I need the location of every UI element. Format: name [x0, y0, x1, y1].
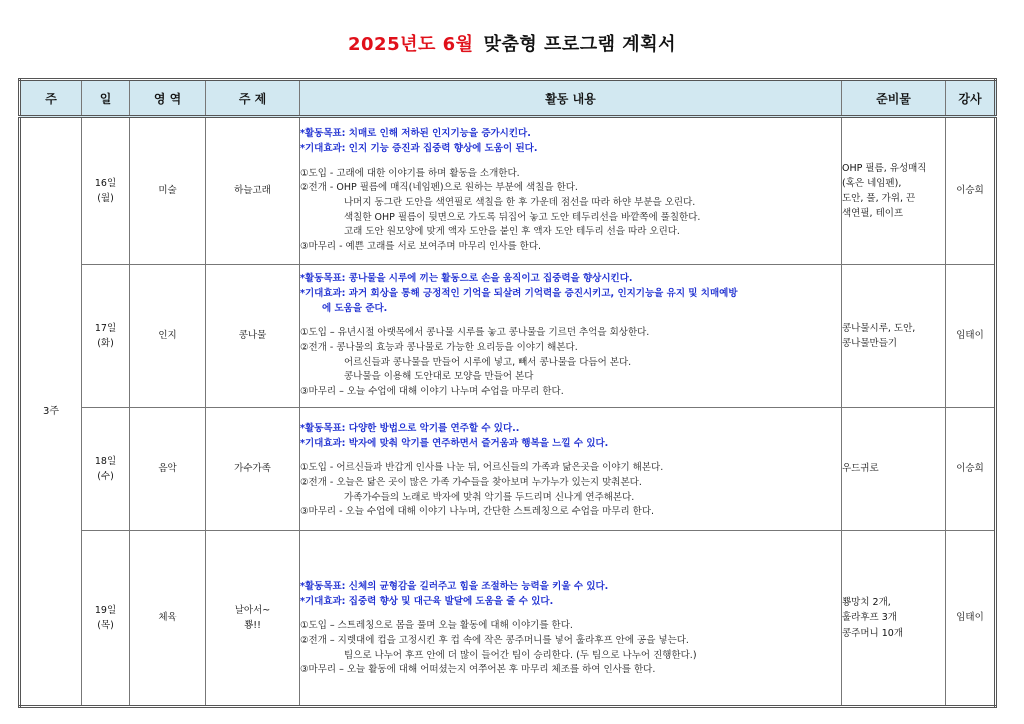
title-year-month: 2025년도 6월 — [348, 34, 474, 55]
expected-effect: *기대효과: 과거 회상을 통해 긍정적인 기억을 되살려 기억력을 증진시키고, 인지기능을 유지 및 치매예방 — [300, 287, 738, 299]
expected-effect: 에 도움을 준다. — [322, 302, 388, 314]
activity-step: ③마무리 - 오늘 수업에 대해 이야기 나누며, 간단한 스트레칭으로 수업을 마무리 한다. — [300, 506, 655, 518]
day-cell — [82, 117, 130, 265]
plan-body — [20, 117, 996, 707]
spacer — [300, 157, 841, 167]
activity-step: ①도입 – 스트레칭으로 몸을 풀며 오늘 활동에 대해 이야기를 한다. — [300, 620, 573, 632]
day-number: 16일 — [94, 177, 117, 189]
activity-step: 가족가수들의 노래로 박자에 맞춰 악기를 두드리며 신나게 연주해본다. — [344, 491, 635, 503]
area-cell: 체육 — [130, 531, 206, 707]
material-line: (혹은 네임펜), — [842, 177, 902, 189]
table-row — [20, 531, 996, 707]
header-row — [20, 80, 996, 117]
topic-cell — [206, 531, 300, 707]
title-rest: 맞춤형 프로그램 계획서 — [483, 34, 676, 55]
spacer — [300, 451, 841, 461]
spacer — [300, 609, 841, 619]
activity-step: ③마무리 – 오늘 활동에 대해 어떠셨는지 여쭈어본 후 마무리 체조를 하여 인사를 한다. — [300, 664, 656, 676]
day-weekday: (수) — [97, 471, 114, 482]
activity-step: ②전개 – 지렛대에 컵을 고정시킨 후 컵 속에 작은 콩주머니를 넣어 훌라후프 안에 공을 넣는다. — [300, 635, 689, 646]
activity-step: 나머지 동그란 도안을 색연필로 색칠을 한 후 가운데 점선을 따라 하얀 부분을 오린다. — [344, 197, 696, 208]
activity-step: 팀으로 나누어 후프 안에 더 많이 들어간 팀이 승리한다. (두 팀으로 나누어 진행한다.) — [344, 649, 697, 661]
header-content: 활동 내용 — [300, 80, 842, 117]
topic-cell — [206, 265, 300, 408]
week-cell: 3주 — [20, 117, 82, 707]
material-line: 우드귀로 — [842, 463, 879, 475]
material-line: 색연필, 테이프 — [842, 208, 904, 220]
header-week: 주 — [20, 80, 82, 117]
activity-cell — [300, 265, 842, 408]
header-materials: 준비물 — [842, 80, 946, 117]
activity-step: 어르신들과 콩나물을 만들어 시루에 넣고, 빼서 콩나물을 다듬어 본다. — [344, 356, 632, 368]
table-row — [20, 408, 996, 531]
activity-cell — [300, 117, 842, 265]
day-number: 17일 — [94, 322, 117, 334]
program-plan-table — [18, 78, 997, 708]
material-line: 콩주머니 10개 — [842, 627, 903, 639]
activity-goal: *활동목표: 다양한 방법으로 악기를 연주할 수 있다.. — [300, 422, 520, 434]
activity-step: ③마무리 – 오늘 수업에 대해 이야기 나누며 수업을 마무리 한다. — [300, 386, 564, 398]
topic-line: 가수가족 — [234, 463, 271, 475]
material-line: 콩나물만들기 — [842, 338, 898, 349]
header-instructor: 강사 — [946, 80, 996, 117]
activity-step: ①도입 – 유년시절 아랫목에서 콩나물 시루를 놓고 콩나물을 기르던 추억을 회상한다. — [300, 327, 650, 339]
materials-cell — [842, 117, 946, 265]
instructor-cell: 이승희 — [946, 408, 996, 531]
area-cell: 음악 — [130, 408, 206, 531]
activity-step: ①도입 - 어르신들과 반갑게 인사를 나눈 뒤, 어르신들의 가족과 닮은곳을 이야기 해본다. — [300, 462, 664, 474]
area-cell: 미술 — [130, 117, 206, 265]
topic-cell — [206, 117, 300, 265]
topic-line: 날아서~ — [234, 604, 271, 616]
instructor-cell: 이승희 — [946, 117, 996, 265]
activity-cell — [300, 408, 842, 531]
header-topic: 주 제 — [206, 80, 300, 117]
activity-goal: *활동목표: 콩나물을 시루에 끼는 활동으로 손을 움직이고 집중력을 향상시킨다. — [300, 273, 633, 285]
activity-step: ②전개 - 콩나물의 효능과 콩나물로 가능한 요리등을 이야기 해본다. — [300, 342, 578, 353]
day-weekday: (화) — [97, 338, 114, 349]
spacer — [300, 316, 841, 326]
day-cell — [82, 408, 130, 531]
material-line: 콩나물시루, 도안, — [842, 322, 916, 334]
day-number: 18일 — [94, 455, 117, 467]
expected-effect: *기대효과: 인지 기능 증진과 집중력 향상에 도움이 된다. — [300, 142, 538, 154]
instructor-cell: 임태이 — [946, 531, 996, 707]
day-weekday: (월) — [97, 193, 114, 204]
page-title — [0, 30, 1024, 56]
topic-line: 하늘고래 — [234, 185, 271, 197]
activity-step: ②전개 - OHP 필름에 매직(네임펜)으로 원하는 부분에 색칠을 한다. — [300, 182, 578, 194]
activity-step: 콩나물을 이용해 도안대로 모양을 만들어 본다 — [344, 371, 534, 383]
activity-goal: *활동목표: 치매로 인해 저하된 인지기능을 증가시킨다. — [300, 128, 531, 140]
instructor-cell: 임태이 — [946, 265, 996, 408]
table-row — [20, 265, 996, 408]
expected-effect: *기대효과: 박자에 맞춰 악기를 연주하면서 즐거움과 행복을 느낄 수 있다. — [300, 437, 609, 449]
materials-cell — [842, 531, 946, 707]
topic-line: 뿅!! — [244, 620, 261, 631]
area-cell: 인지 — [130, 265, 206, 408]
materials-cell — [842, 408, 946, 531]
material-line: 도안, 풀, 가위, 끈 — [842, 193, 916, 204]
activity-step: ②전개 - 오늘은 닮은 곳이 많은 가족 가수들을 찾아보며 누가누가 있는지 맞춰본다. — [300, 477, 642, 488]
expected-effect: *기대효과: 집중력 향상 및 대근육 발달에 도움을 줄 수 있다. — [300, 595, 554, 607]
header-area: 영 역 — [130, 80, 206, 117]
activity-step: 고래 도안 원모양에 맞게 액자 도안을 붙인 후 액자 도안 테두리 선을 따라 오린다. — [344, 226, 680, 238]
header-day: 일 — [82, 80, 130, 117]
material-line: 뿅망치 2개, — [842, 597, 891, 609]
table-row — [20, 117, 996, 265]
activity-step: ③마무리 - 예쁜 고래를 서로 보여주며 마무리 인사를 한다. — [300, 241, 542, 253]
day-cell — [82, 531, 130, 707]
day-cell — [82, 265, 130, 408]
material-line: OHP 필름, 유성매직 — [842, 162, 927, 174]
materials-cell — [842, 265, 946, 408]
topic-cell — [206, 408, 300, 531]
activity-goal: *활동목표: 신체의 균형감을 길러주고 힘을 조절하는 능력을 키울 수 있다. — [300, 580, 609, 592]
activity-step: 색칠한 OHP 필름이 뒷면으로 가도록 뒤집어 놓고 도안 테두리선을 바깥쪽에 풀칠한다. — [344, 211, 701, 223]
topic-line: 콩나물 — [238, 330, 267, 342]
day-number: 19일 — [94, 604, 117, 616]
day-weekday: (목) — [97, 620, 114, 631]
activity-step: ①도입 - 고래에 대한 이야기를 하며 활동을 소개한다. — [300, 167, 520, 179]
material-line: 훌라후프 3개 — [842, 612, 897, 624]
activity-cell — [300, 531, 842, 707]
